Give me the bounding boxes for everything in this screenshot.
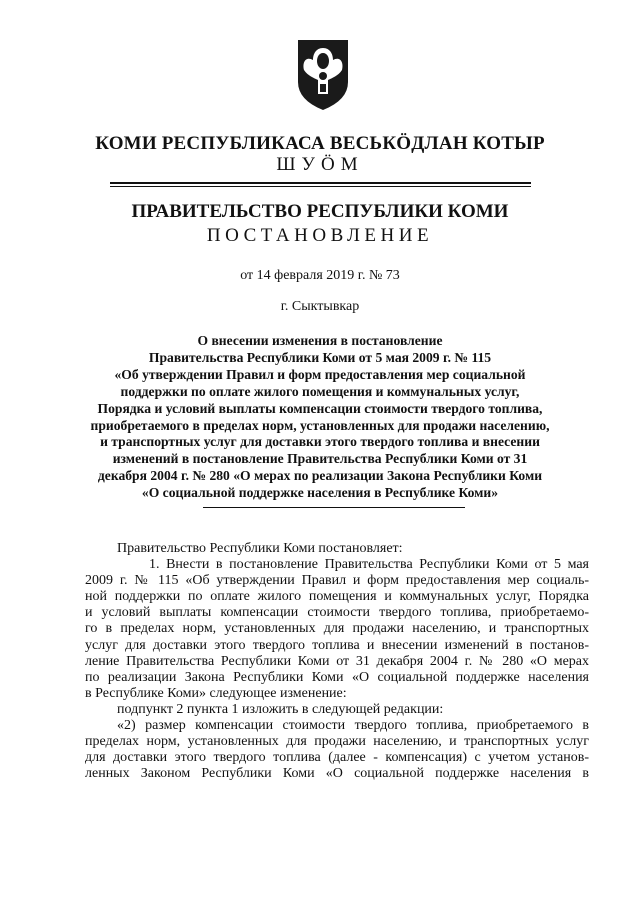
subject-line: поддержки по оплате жилого помещения и коммунальных услуг,: [120, 383, 520, 399]
body-line: ленных Законом Республики Коми «О социальной поддержке населения в: [85, 766, 589, 782]
republic-subtitle: ШУӦМ: [276, 154, 364, 175]
subject-line: Порядка и условий выплаты компенсации стоимости твердого топлива,: [97, 400, 543, 416]
body-line: ление Правительства Республики Коми от 31 декабря 2004 г. № 280 «О мерах: [85, 653, 589, 669]
header-divider-thin: [110, 186, 531, 187]
subject-line: декабря 2004 г. № 280 «О мерах по реализации Закона Республики Коми: [97, 468, 543, 484]
body-line: го в пределах норм, установленных для продажи населению, и транспортных: [85, 621, 589, 637]
resolution-subject: [40, 333, 600, 502]
subject-line: изменений в постановление Правительства Республики Коми от 31: [112, 451, 528, 467]
body-line: услуг для доставки этого твердого топлива и внесении изменений в постанов-: [85, 637, 589, 653]
title-divider: [203, 507, 465, 508]
body-line: по реализации Закона Республики Коми «О социальной поддержке населения: [85, 669, 589, 685]
body-line: в Республике Коми» следующее изменение:: [85, 685, 347, 701]
resolution-title: ПОСТАНОВЛЕНИЕ: [206, 225, 434, 246]
subject-line: и транспортных услуг для доставки этого твердого топлива и внесении: [100, 434, 540, 450]
body-line: и условий выплаты компенсации стоимости твердого топлива, приобретаемо-: [85, 605, 589, 621]
body-line: пределах норм, установленных для продажи населению, и транспортных услуг: [85, 734, 589, 750]
subject-line: О внесении изменения в постановление: [197, 333, 443, 348]
city-name: г. Сыктывкар: [280, 299, 360, 314]
body-line: подпункт 2 пункта 1 изложить в следующей редакции:: [117, 701, 444, 717]
body-line: для доставки этого твердого топлива (далее - компенсация) с учетом установ-: [85, 750, 589, 766]
komi-coat-of-arms-icon: [296, 38, 350, 112]
government-title: ПРАВИТЕЛЬСТВО РЕСПУБЛИКИ КОМИ: [131, 201, 509, 222]
subject-line: приобретаемого в пределах норм, установленных для продажи населению,: [90, 417, 550, 433]
body-line: 2009 г. № 115 «Об утверждении Правил и форм предоставления мер социаль-: [85, 573, 589, 589]
resolution-body: [85, 541, 589, 782]
body-line: 1. Внести в постановление Правительства Республики Коми от 5 мая: [149, 557, 589, 573]
subject-line: Правительства Республики Коми от 5 мая 2009 г. № 115: [148, 349, 492, 365]
republic-title: КОМИ РЕСПУБЛИКАСА ВЕСЬКӦДЛАН КОТЫР: [95, 133, 545, 154]
body-line: Правительство Республики Коми постановляет:: [117, 541, 403, 556]
subject-line: «Об утверждении Правил и форм предоставления мер социальной: [114, 366, 526, 382]
body-line: «2) размер компенсации стоимости твердого топлива, приобретаемого в: [117, 718, 589, 734]
body-line: ной поддержки по оплате жилого помещения и коммунальных услуг, Порядка: [85, 589, 589, 605]
header-divider-thick: [110, 182, 531, 184]
resolution-date: от 14 февраля 2019 г. № 73: [240, 268, 400, 283]
subject-line: «О социальной поддержке населения в Республике Коми»: [141, 485, 499, 501]
